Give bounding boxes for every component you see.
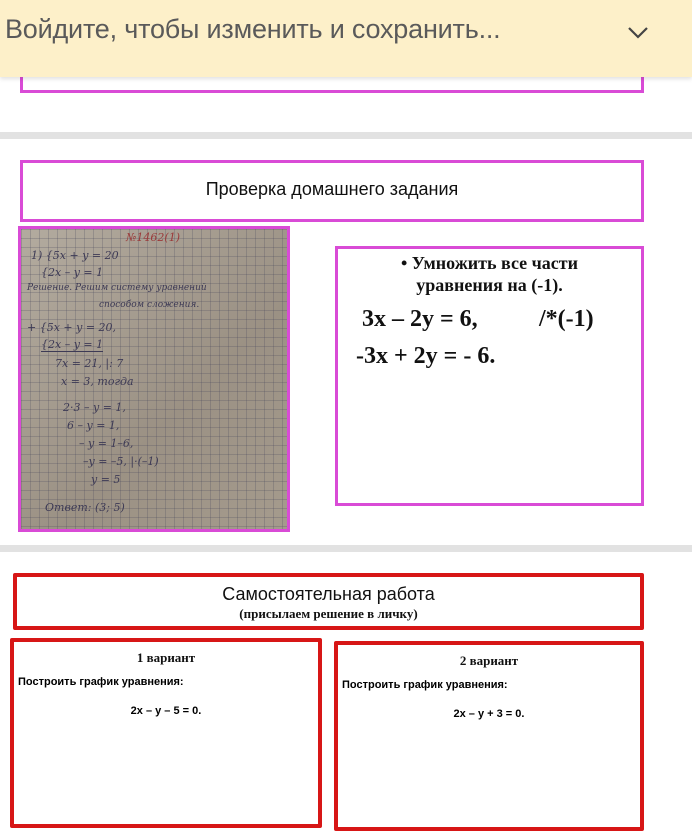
slide-title: Проверка домашнего задания xyxy=(205,179,459,199)
photo-line: x = 3, тогда xyxy=(61,375,134,388)
photo-line: 6 – y = 1, xyxy=(67,419,120,432)
variant-label: 1 вариант xyxy=(136,650,196,665)
photo-line: 7x = 21, |: 7 xyxy=(55,357,124,370)
equation-1: 3x – 2y = 6, xyxy=(362,306,478,332)
variant-1-box xyxy=(10,638,322,828)
sign-in-banner[interactable] xyxy=(0,0,692,77)
photo-line: 1) {5x + y = 20 xyxy=(31,249,119,262)
photo-line: 2·3 – y = 1, xyxy=(63,401,126,414)
photo-line: {2x – y = 1 xyxy=(41,266,104,279)
slide-divider xyxy=(0,545,692,552)
photo-line: + {5x + y = 20, xyxy=(27,321,117,334)
slide-title-box xyxy=(20,160,644,222)
variant-label: 2 вариант xyxy=(459,653,519,668)
variant-task: Построить график уравнения: xyxy=(342,679,508,691)
banner-text: Войдите, чтобы изменить и сохранить... xyxy=(5,14,501,44)
task-subtitle: (присылаем решение в личку) xyxy=(239,606,418,621)
explanation-box xyxy=(335,246,644,506)
photo-line: –y = –5, |·(–1) xyxy=(83,455,159,468)
chevron-down-icon[interactable] xyxy=(626,22,650,42)
equation-1-operation: /*(-1) xyxy=(539,306,594,332)
homework-photo xyxy=(18,226,290,532)
variant-equation: 2x – y – 5 = 0. xyxy=(130,705,202,717)
photo-line: способом сложения. xyxy=(99,300,200,310)
photo-line: {2x – y = 1 xyxy=(41,338,104,351)
photo-line: – y = 1–6, xyxy=(79,437,134,450)
photo-line: Ответ: (3; 5) xyxy=(45,501,125,514)
slide-divider xyxy=(0,132,692,139)
variant-2-box xyxy=(334,641,644,831)
equation-2: -3x + 2y = - 6. xyxy=(356,343,496,369)
instruction-bullet: • Умножить все части уравнения на (-1). xyxy=(401,253,578,295)
photo-line: Решение. Решим систему уравнений xyxy=(27,283,207,293)
variant-equation: 2x – y + 3 = 0. xyxy=(453,708,525,720)
variant-task: Построить график уравнения: xyxy=(18,676,184,688)
photo-line: y = 5 xyxy=(91,473,121,486)
task-title: Самостоятельная работа xyxy=(222,584,435,604)
photo-line: №1462(1) xyxy=(126,231,180,244)
task-title-box xyxy=(13,573,644,630)
